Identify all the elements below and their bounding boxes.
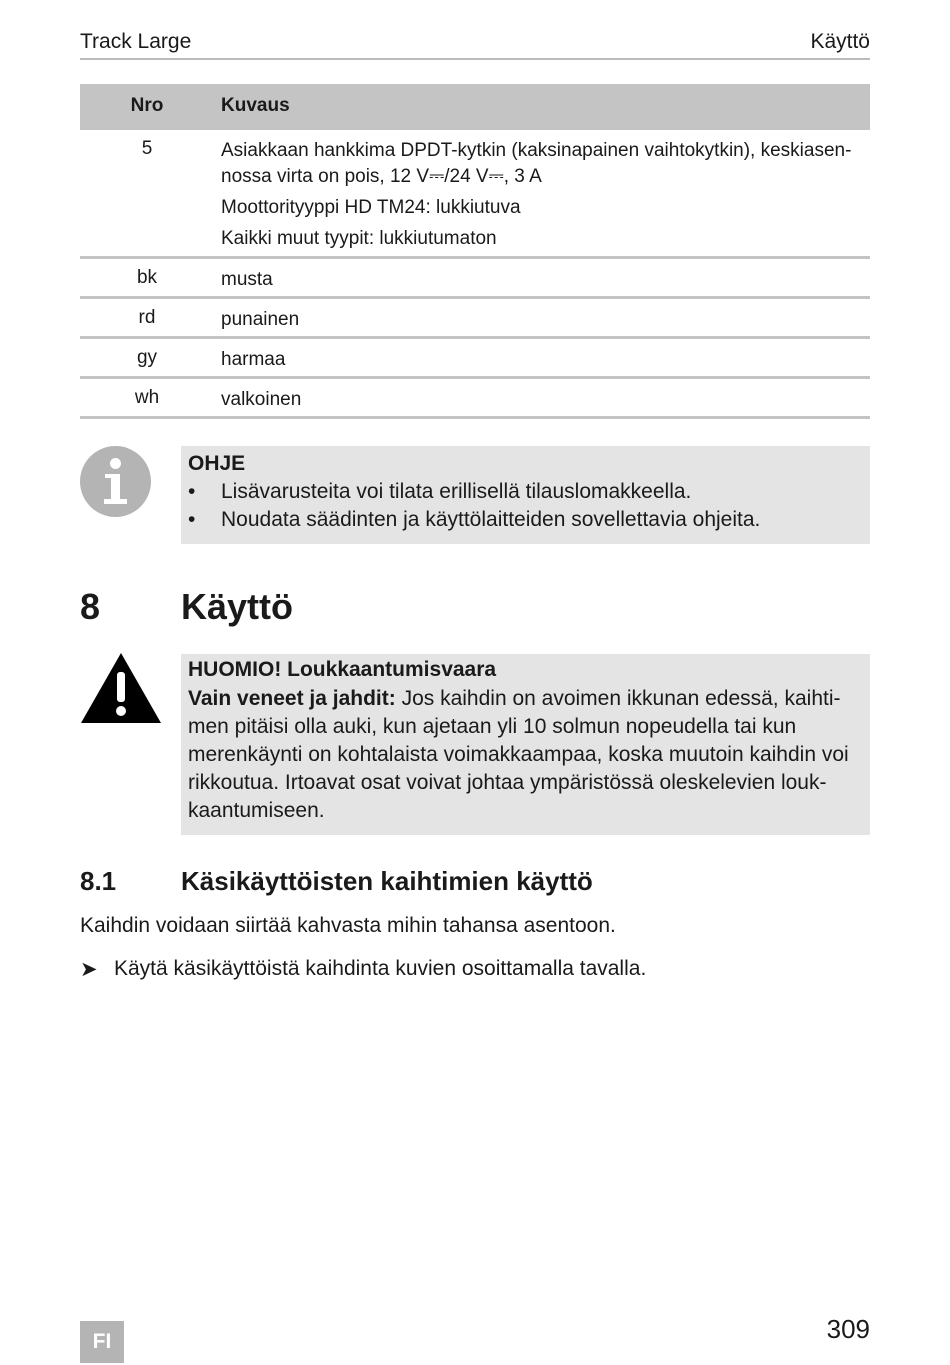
header-title: Track Large <box>80 30 192 53</box>
description-line: Moottorityyppi HD TM24: lukkiutuva <box>221 197 521 218</box>
subsection-number: 8.1 <box>80 866 117 896</box>
column-header-nro: Nro <box>130 95 164 116</box>
table-row <box>80 339 870 379</box>
warning-body: Jos kaihdin on avoimen ikkunan edessä, kaihtimen pitäisi olla auki, kun ajetaan yli 10 solmun nopeudella tai kun merenkäynti on kohtalaista voimakkaampaa, koska muutoin kaihdin voi rikkoutua. Irtoavat osat voivat johtaa ympäristössä oleskelevien loukkaantumiseen. <box>188 687 849 822</box>
column-header-kuvaus: Kuvaus <box>221 95 290 116</box>
wiring-table <box>80 84 870 419</box>
info-icon <box>80 446 151 517</box>
row-description: punainen <box>221 309 300 330</box>
row-description: harmaa <box>221 349 286 370</box>
warning-text <box>188 685 864 825</box>
warning-title: HUOMIO! Loukkaantumisvaara <box>188 658 497 681</box>
page-header <box>80 28 870 60</box>
row-code: gy <box>136 347 158 368</box>
row-number: 5 <box>141 138 153 159</box>
warning-lead: Vain veneet ja jahdit: <box>188 687 396 710</box>
row-description <box>221 130 870 252</box>
table-row <box>80 259 870 299</box>
section-title: Käyttö <box>181 586 294 627</box>
page-number: 309 <box>826 1314 870 1344</box>
subsection-title: Käsikäyttöisten kaihtimien käyttö <box>181 866 593 896</box>
section-number: 8 <box>80 586 101 627</box>
table-header <box>80 84 870 130</box>
note-bullet-text: Noudata säädinten ja käyttölaitteiden sovellettavia ohjeita. <box>221 508 761 531</box>
step-text: Käytä käsikäyttöistä kaihdinta kuvien osoittamalla tavalla. <box>114 957 647 980</box>
table-row <box>80 379 870 419</box>
language-tab: FI <box>80 1321 124 1363</box>
header-section: Käyttö <box>810 30 870 53</box>
note-title: OHJE <box>188 452 246 475</box>
row-description: valkoinen <box>221 389 302 410</box>
row-code: bk <box>136 267 158 288</box>
table-row <box>80 130 870 259</box>
row-description: musta <box>221 269 273 290</box>
body-paragraph: Kaihdin voidaan siirtää kahvasta mihin tahansa asentoon. <box>80 914 616 937</box>
warning-icon <box>80 652 162 724</box>
description-line: Kaikki muut tyypit: lukkiutumaton <box>221 228 497 249</box>
table-row <box>80 299 870 339</box>
note-bullet-text: Lisävarusteita voi tilata erillisellä tilauslomakkeella. <box>221 480 692 503</box>
row-code: wh <box>134 387 160 408</box>
note-box: OHJE • Lisävarusteita voi tilata erillisellä tilauslomakkeella. • Noudata säädinten ja käyttölaitteiden sovellettavia ohjeita. <box>181 446 870 544</box>
description-line: Asiakkaan hankkima DPDT-kytkin (kaksinapainen vaihtokytkin), keskiasennossa virta on pois, 12 V⎓/24 V⎓, 3 A <box>221 140 852 187</box>
row-code: rd <box>138 307 156 328</box>
warning-box <box>181 654 870 835</box>
arrow-icon: ➤ <box>80 958 98 981</box>
